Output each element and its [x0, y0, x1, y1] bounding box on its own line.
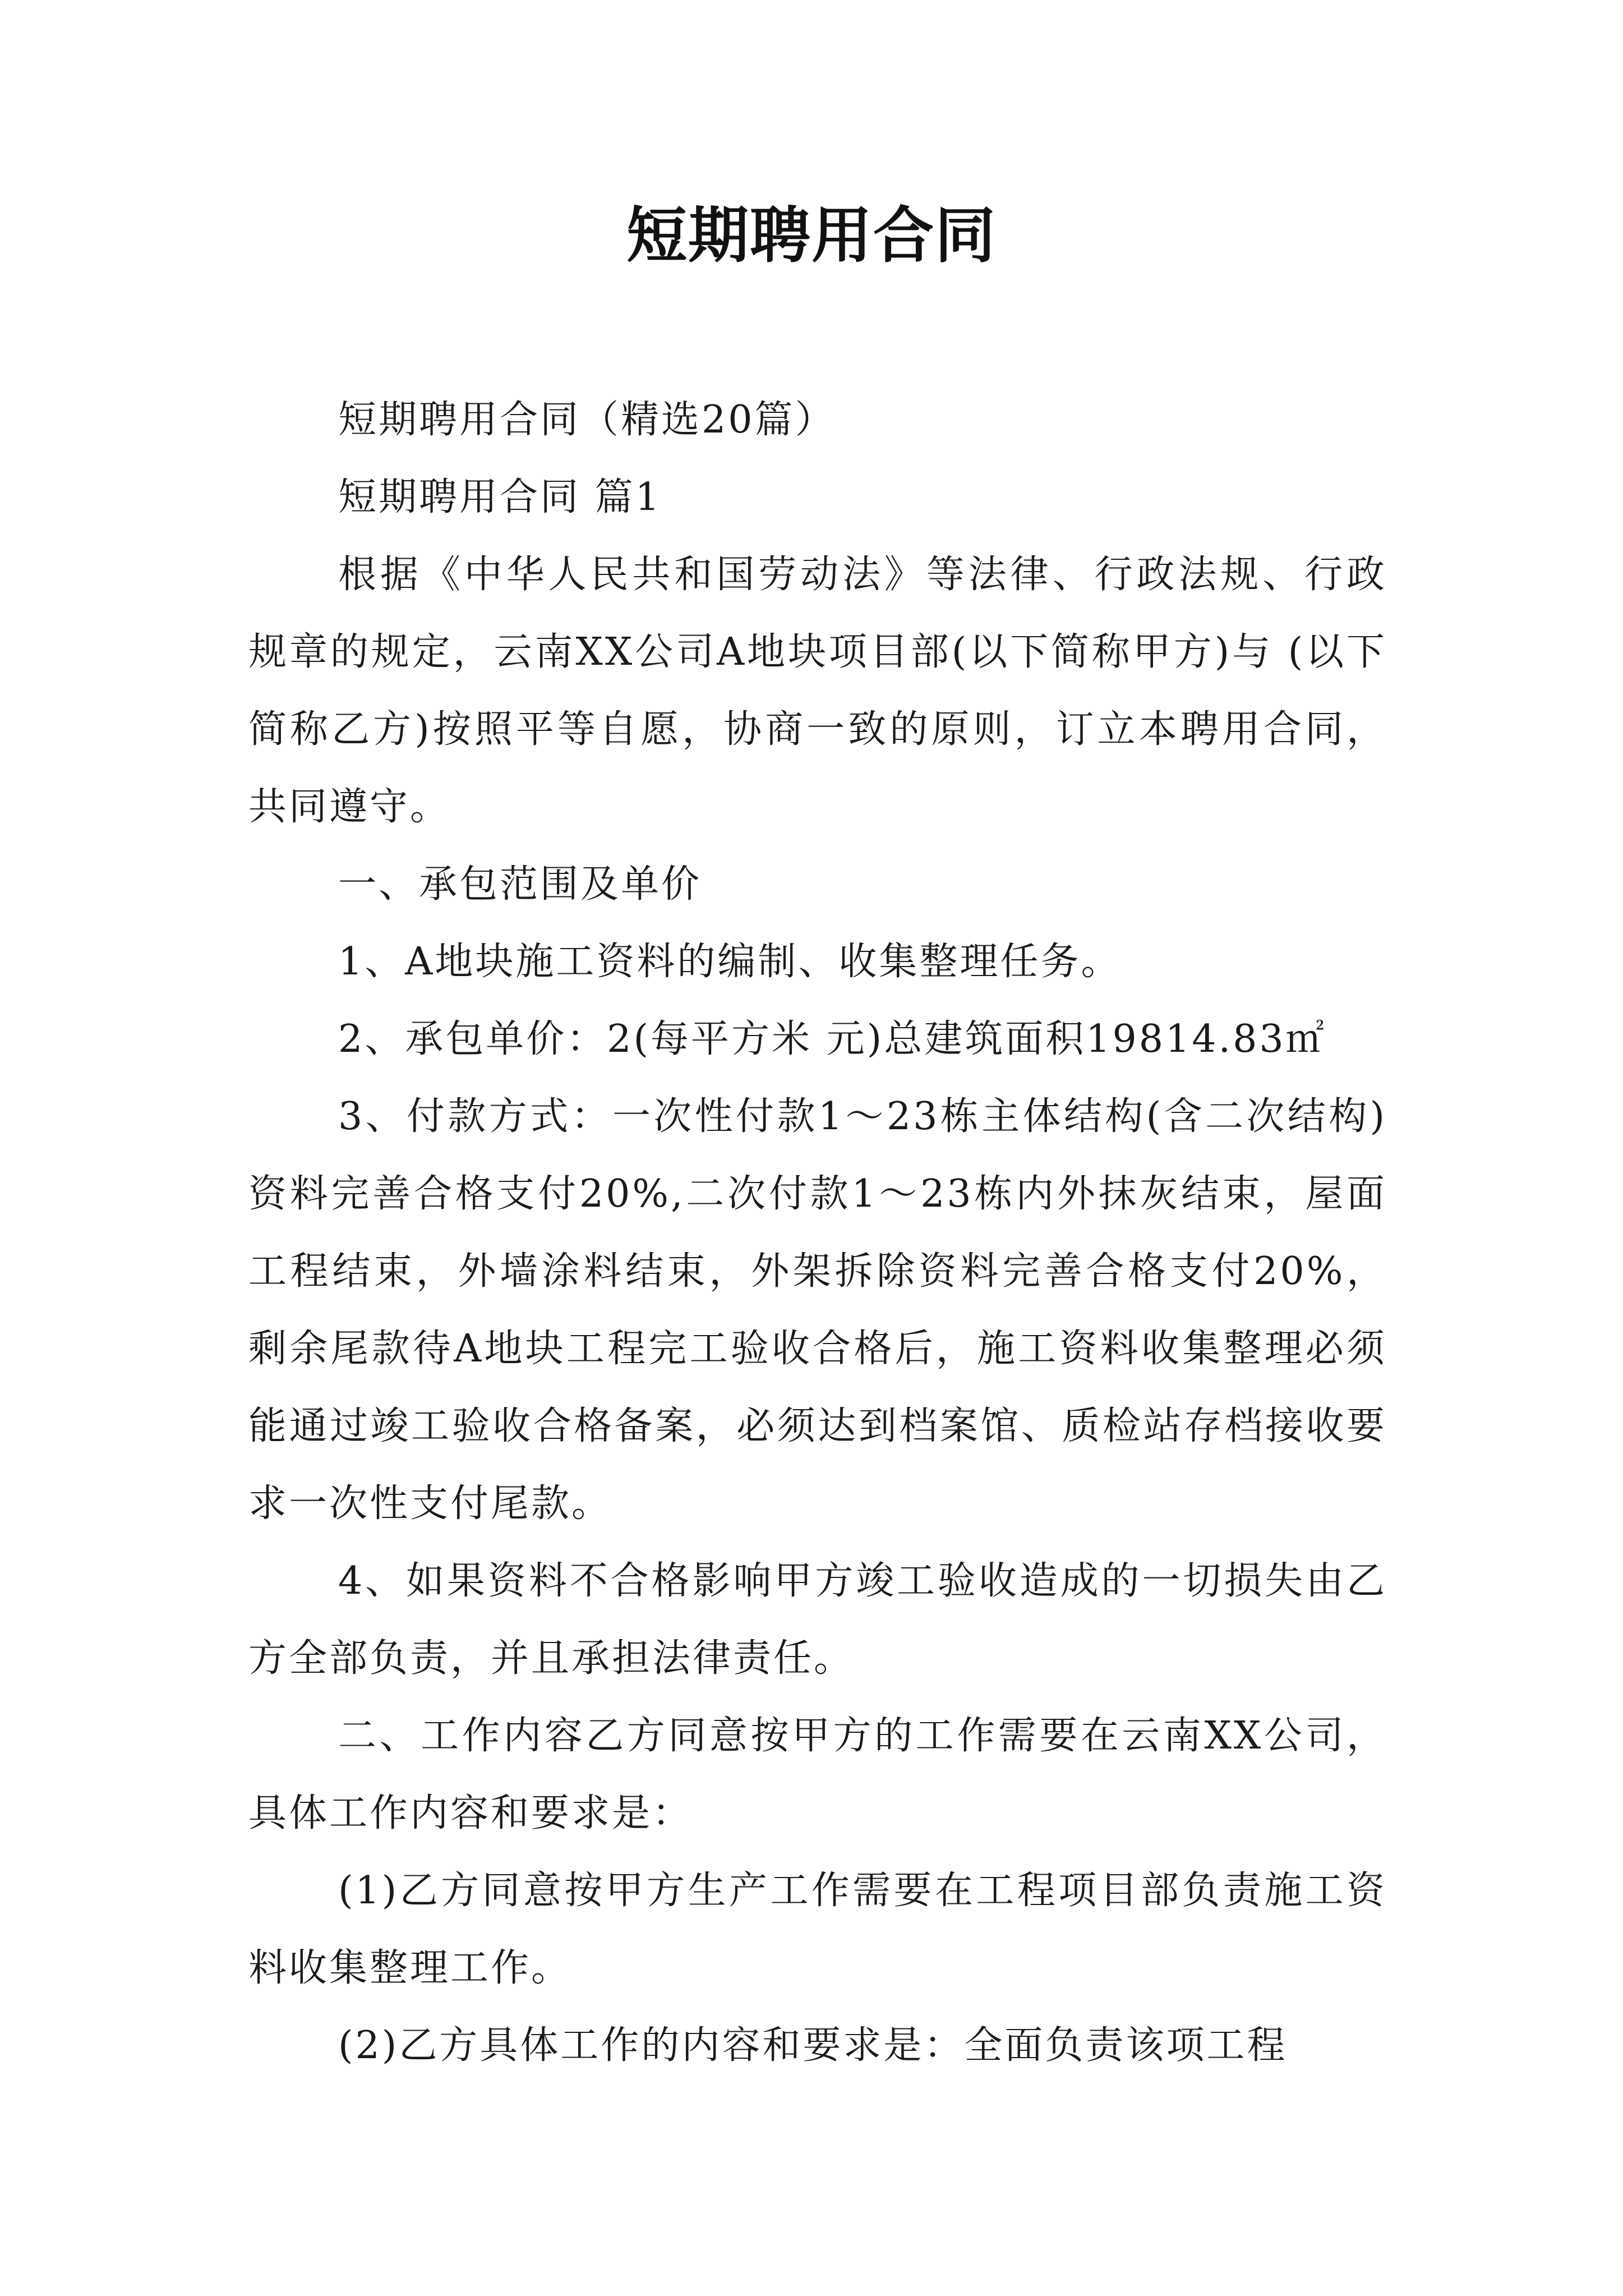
paragraph-section-heading: 短期聘用合同 篇1: [338, 475, 662, 519]
paragraph-clause-heading-1: 一、承包范围及单价: [338, 862, 702, 907]
paragraph-clause-1-3: 3、付款方式：一次性付款1～23栋主体结构(含二次结构)资料完善合格支付20%,二次付款1～23栋内外抹灰结束，屋面工程结束，外墙涂料结束，外架拆除资料完善合格支付20%，剩余尾款待A地块工程完工验收合格后，施工资料收集整理必须能通过竣工验收合格备案，必须达到档案馆、质检站存档接收要求一次性支付尾款。: [248, 1094, 1387, 1526]
document-title: 短期聘用合同: [626, 200, 997, 271]
paragraph-clause-1-2: 2、承包单价：2(每平方米 元)总建筑面积19814.83㎡: [338, 1017, 1326, 1061]
document-body: [248, 381, 1387, 2085]
paragraph-preamble: 根据《中华人民共和国劳动法》等法律、行政法规、行政规章的规定，云南XX公司A地块项目部(以下简称甲方)与 (以下简称乙方)按照平等自愿，协商一致的原则，订立本聘用合同，共同遵守。: [248, 553, 1387, 829]
paragraph-clause-2-2: (2)乙方具体工作的内容和要求是：全面负责该项工程: [338, 2023, 1288, 2068]
paragraph-clause-1-1: 1、A地块施工资料的编制、收集整理任务。: [338, 940, 1122, 984]
paragraph-clause-heading-2: 二、工作内容乙方同意按甲方的工作需要在云南XX公司，具体工作内容和要求是：: [248, 1714, 1387, 1835]
paragraph-subtitle: 短期聘用合同（精选20篇）: [338, 398, 836, 442]
paragraph-clause-2-1: (1)乙方同意按甲方生产工作需要在工程项目部负责施工资料收集整理工作。: [248, 1869, 1387, 1990]
paragraph-clause-1-4: 4、如果资料不合格影响甲方竣工验收造成的一切损失由乙方全部负责，并且承担法律责任。: [248, 1559, 1387, 1681]
